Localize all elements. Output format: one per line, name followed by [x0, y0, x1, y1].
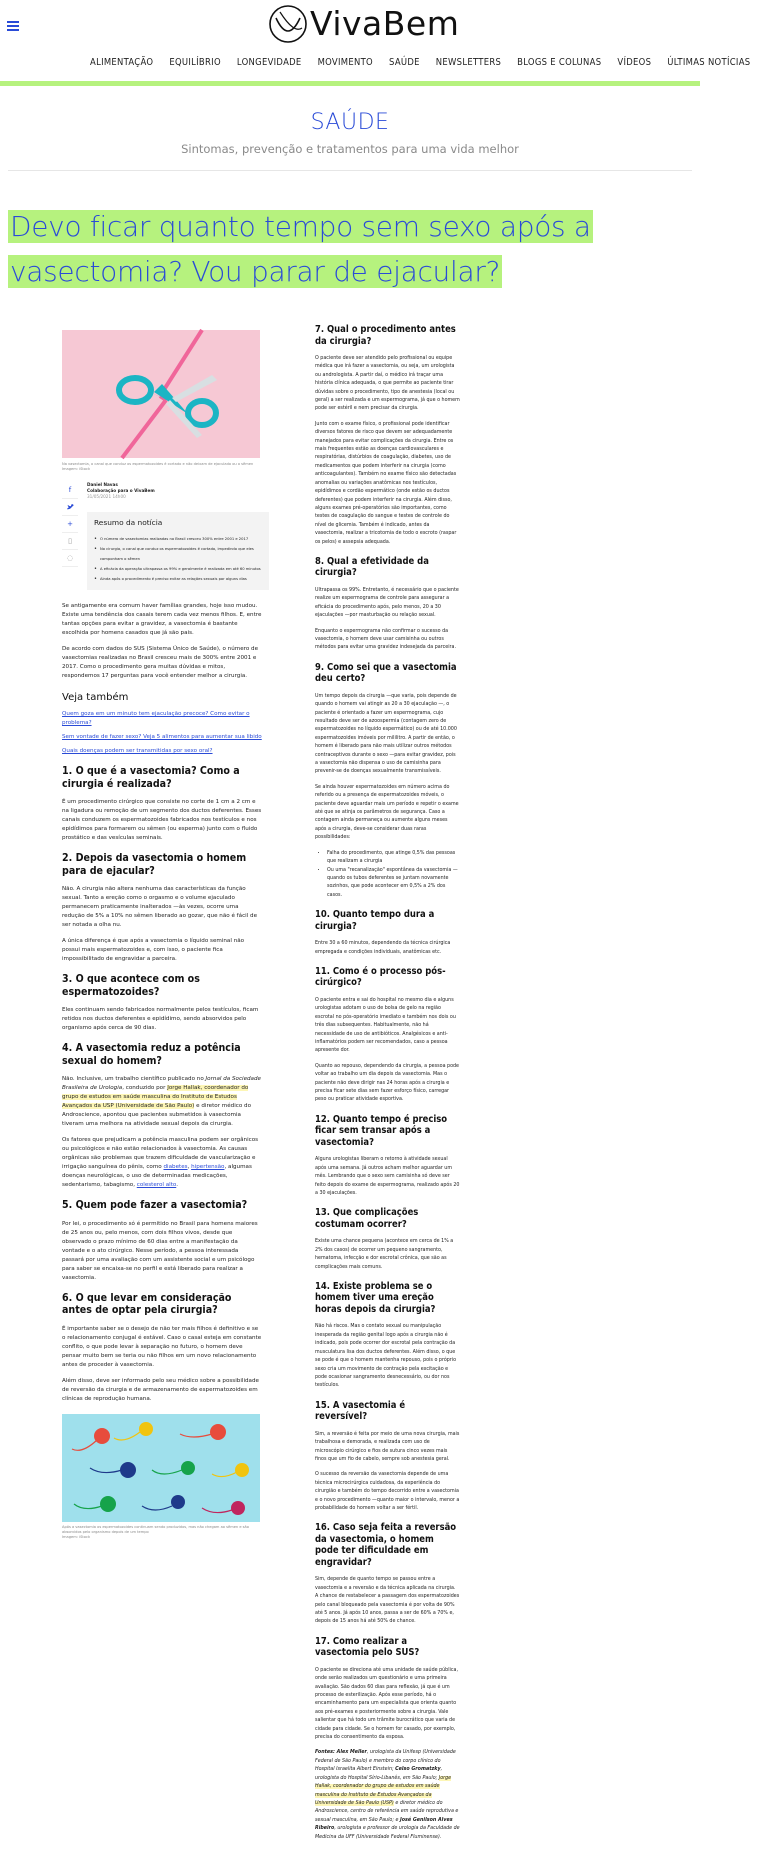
bookmark-icon[interactable]: ▯: [62, 533, 78, 550]
question-heading: 16. Caso seja feita a reversão da vasectomia, o homem pode ter dificuldade em engravidar?: [315, 1522, 457, 1568]
menu-icon[interactable]: [7, 21, 19, 33]
text: , urologista da Unifesp (Universidade Federal de São Paulo) e membro do corpo clínico do Hospital Israelita Albert Einstein;: [315, 1750, 456, 1773]
text: , urologista e professor de urologia da Faculdade de Medicina da UFF (Universidade Federal Fluminense).: [315, 1826, 460, 1840]
nav-item-ultimas[interactable]: ÚLTIMAS NOTÍCIAS: [667, 57, 751, 68]
hero-image: [62, 330, 260, 458]
question-heading: 3. O que acontece com os espermatozoides?: [62, 973, 200, 998]
text: .: [176, 1182, 179, 1188]
sources-label: Fontes:: [315, 1750, 337, 1756]
twitter-icon[interactable]: [62, 499, 78, 516]
question-heading: 4. A vasectomia reduz a potência sexual do homem?: [62, 1042, 241, 1067]
article-headline: [8, 204, 688, 294]
author-role: Colaboração para o VivaBem: [87, 488, 155, 493]
article-left-column: [62, 330, 262, 1550]
bullet-list: [315, 850, 460, 900]
source-name: Celso Gromatzky: [395, 1767, 441, 1773]
hero-caption-text: Na vasectomia, o canal que conduz os espermatozoides é cortado e não deixam de ejaculado ou o sêmen: [62, 462, 254, 466]
paragraph: Sim, depende de quanto tempo se passou entre a vasectomia e a reversão e da técnica aplicada na cirurgia. A chance de restabelecer a passagem dos espermatozoides pelo canal bloqueado pela vasectomia é por volta de 90% até 5 anos. Já após 10 anos, passa a ser de 60% a 70% e, depois de 15 anos há até 50% de chance.: [315, 1577, 460, 1625]
question-heading: 1. O que é a vasectomia? Como a cirurgia é realizada?: [62, 765, 240, 790]
paragraph: Além disso, deve ser informado pelo seu médico sobre a possibilidade de reversão da cirurgia e de armazenamento de espermatozoides em clínicas de reprodução humana.: [62, 1377, 259, 1402]
text: Não. Inclusive, um trabalho científico publicado no: [62, 1076, 206, 1082]
question-heading: 12. Quanto tempo é preciso ficar sem transar após a vasectomia?: [315, 1113, 448, 1148]
nav-item-blogs[interactable]: BLOGS E COLUNAS: [517, 57, 602, 68]
paragraph: Um tempo depois da cirurgia —que varia, pois depende de quando o homem vai atingir as 20 a 30 ejaculação —, o paciente é orientado a fazer um espermograma, cujo resultado deve ser de azoospermia (contagem zero de espermatozoides no líquido espermático) ou de até 10.000 espermatozoides imóveis por mililitro. A partir de então, o homem é liberado para não mais utilizar outros métodos contraceptivos durante o sexo —para evitar gravidez, pois a vasectomia não dispensa o uso de camisinha para prevenir-se de doenças sexualmente transmissíveis.: [315, 693, 457, 775]
article-right-column: [315, 315, 460, 1849]
paragraph: Por lei, o procedimento só é permitido no Brasil para homens maiores de 25 anos ou, pelo menos, com dois filhos vivos, desde que observado o prazo mínimo de 60 dias entre a manifestação da vontade e o ato cirúrgico. Nesse período, a pessoa interessada passará por uma avaliação com um assistente social e um psicólogo para saber se encaixa-se no perfil e está liberado para realizar a vasectomia.: [62, 1220, 258, 1281]
paragraph: [62, 1075, 262, 1129]
see-also-link[interactable]: Quais doenças podem ser transmitidas por sexo oral?: [62, 748, 213, 754]
see-also-link[interactable]: Quem goza em um minuto tem ejaculação precoce? Como evitar o problema?: [62, 711, 250, 726]
summary-item: • A eficácia da operação ultrapassa os 99% e geralmente é realizada em até 60 minutos: [100, 564, 262, 574]
sperm-balloons-illustration: [62, 1414, 260, 1522]
journal-name: Jornal da Sociedade Brasileira de Urologia: [62, 1076, 261, 1091]
site-logo[interactable]: [268, 2, 459, 46]
text: , conduzido por: [122, 1085, 168, 1091]
paragraph: Não há riscos. Mas o contato sexual ou manipulação inesperada da região genital logo após a cirurgia não é indicado, pois pode ocorrer dor escrotal pela contração da musculatura lisa dos ductos deferentes. Além disso, o que se pode é que o homem mantenha repouso, pois o próprio sexo cria um movimento de contração pela excitação e pode ocasionar sangramento desnecessário, ou dor nos testículos.: [315, 1324, 457, 1389]
source-name: José Genilson Alves Ribeiro: [315, 1817, 453, 1832]
divider: [8, 170, 692, 171]
link-diabetes[interactable]: diabetes: [163, 1164, 188, 1170]
scissors-illustration: [62, 330, 260, 458]
section-subtitle: Sintomas, prevenção e tratamentos para uma vida melhor: [181, 142, 519, 156]
author-share-row: [62, 482, 262, 590]
paragraph: Junto com o exame físico, o profissional pode identificar diversos fatores de risco que devem ser adequadamente manejados para evitar complicações da cirurgia. Entre os mais frequentes estão as doenças cardiovasculares e respiratórias, distúrbios de coagulação, diabetes, uso de medicamentos que podem interferir na cirurgia (como anticoagulantes). Também no exame físico são detectadas anomalias ou variações anatômicas nos testículos, epidídimos e cordão espermático (onde estão os ductos deferentes) que podem interferir na cirurgia. Além disso, alguns exames pré-operatórios são importantes, como testes de coagulação do sangue e testes de controle do nível de glicemia. Também é indicado, antes da vasectomia, realizar a tricotomia de todo o escroto (raspar os pelos) e assepsia adequada.: [315, 421, 457, 545]
question-heading: 9. Como sei que a vasectomia deu certo?: [315, 661, 457, 685]
author-name: Daniel Navas: [87, 482, 118, 487]
paragraph: Quanto ao repouso, dependendo da cirurgia, a pessoa pode voltar ao trabalho um dia depois da vasectomia. Mas o paciente não deve dirigir nas 24 horas após a cirurgia e precisa ficar sete dias sem fazer esforço físico, carregar peso ou praticar atividade esportiva.: [315, 1063, 460, 1103]
nav-item-videos[interactable]: VÍDEOS: [617, 57, 652, 68]
paragraph: A única diferença é que após a vasectomia o líquido seminal não possui mais espermatozoides e, com isso, o paciente fica impossibilitado de engravidar a parceira.: [62, 938, 245, 962]
text: , urologista do Hospital Sírio-Libanês, em São Paulo;: [315, 1767, 443, 1781]
paragraph: Se ainda houver espermatozoides em número acima do referido ou a presença de espermatozoides móveis, o paciente deve aguardar mais um período e repetir o exame até que se atinja os parâmetros de segurança. Caso a contagem ainda permaneça ou aumente alguns meses após a cirurgia, deve-se considerar duas raras possibilidades:: [315, 784, 459, 841]
author-block: [87, 482, 269, 500]
question-heading: 8. Qual a efetividade da cirurgia?: [315, 555, 429, 579]
balloons-image: [62, 1414, 260, 1522]
question-heading: 5. Quem pode fazer a vasectomia?: [62, 1199, 248, 1211]
source-name: Alex Meller: [336, 1750, 367, 1756]
paragraph: Sim, a reversão é feita por meio de uma nova cirurgia, mais trabalhosa e demorada, e realizada com uso de microscópio cirúrgico e fios de sutura cinco vezes mais finos que um fio de cabelo, sempre sob anestesia geral.: [315, 1431, 460, 1462]
paragraph: Eles continuam sendo fabricados normalmente pelos testículos, ficam retidos nos ductos deferentes e epidídimo, sendo absorvidos pelo organismo após cerca de 90 dias.: [62, 1007, 259, 1031]
paragraph: Se antigamente era comum haver famílias grandes, hoje isso mudou. Existe uma tendência dos casais terem cada vez menos filhos. E, entre tantas opções para evitar a gravidez, a vasectomia é bastante escolhida por homens casados que já são pais.: [62, 603, 262, 636]
question-heading: 7. Qual o procedimento antes da cirurgia?: [315, 324, 456, 347]
question-heading: 2. Depois da vasectomia o homem para de ejacular?: [62, 852, 247, 877]
paragraph: [62, 1136, 262, 1190]
section-title[interactable]: SAÚDE: [310, 110, 390, 135]
paragraph: De acordo com dados do SUS (Sistema Único de Saúde), o número de vasectomias realizadas no Brasil cresceu mais de 300% entre 2001 e 2017. Como o procedimento gera muitas dúvidas e mitos, respondemos 17 perguntas para você entender melhor a cirurgia.: [62, 646, 259, 679]
question-heading: 17. Como realizar a vasectomia pelo SUS?: [315, 1635, 420, 1659]
question-heading: 11. Como é o processo pós-cirúrgico?: [315, 965, 446, 989]
main-nav: [90, 57, 766, 68]
balloons-caption: [62, 1525, 262, 1540]
question-heading: 14. Existe problema se o homem tiver uma ereção horas depois da cirurgia?: [315, 1280, 436, 1315]
nav-item-movimento[interactable]: MOVIMENTO: [317, 57, 373, 68]
highlighted-text: Jorge Hallak, coordenador do grupo de estudos em saúde masculina do Instituto de Estudos Avançados da USP (Universidade de São Paulo): [62, 1085, 249, 1109]
nav-item-longevidade[interactable]: LONGEVIDADE: [236, 57, 302, 68]
link-hipertensao[interactable]: hipertensão: [191, 1164, 225, 1170]
link-colesterol[interactable]: colesterol alto: [136, 1182, 177, 1188]
header-accent-bar: [0, 81, 700, 86]
share-bar: [62, 482, 78, 590]
paragraph: Não. A cirurgia não altera nenhuma das características da função sexual. Tanto a ereção como o orgasmo e o volume ejaculado permanecem praticamente inalterados —às vezes, ocorre uma redução de 5% a 10% no sêmen liberado ao gozar, que não é fácil de ser notada a olha nu.: [62, 886, 258, 928]
text: ,: [187, 1164, 192, 1170]
nav-item-alimentacao[interactable]: ALIMENTAÇÃO: [90, 57, 154, 68]
see-also: [62, 693, 262, 756]
logo-wordmark: VivaBem: [310, 4, 460, 43]
paragraph: O paciente entra e sai do hospital no mesmo dia e alguns urologistas adotam o uso de bolsa de gelo na região escrotal no pós-operatório imediato e também nos dois ou três dias subsequentes. Habitualmente, não há necessidade de uso de antibióticos. Analgésicos e anti-inflamatórios podem ser recomendados, caso a pessoa apresente dor.: [315, 997, 456, 1054]
hero-credit: Imagem: iStock: [62, 467, 91, 471]
list-item: • Falha do procedimento, que atinge 0,5% das pessoas que realizam a cirurgia: [327, 850, 460, 867]
see-also-title: Veja também: [62, 692, 129, 703]
nav-item-saude[interactable]: SAÚDE: [388, 57, 420, 68]
question-heading: 13. Que complicações costumam ocorrer?: [315, 1207, 419, 1230]
summary-title: Resumo da notícia: [94, 518, 163, 527]
text: e diretor médico do Androscience, apontou que pacientes submetidos à vasectomia tiveram uma melhora na atividade sexual depois da cirurgia.: [62, 1103, 252, 1127]
author-date: 31/05/2021 14h00: [87, 494, 126, 499]
nav-item-newsletters[interactable]: NEWSLETTERS: [435, 57, 502, 68]
paragraph: O paciente deve ser atendido pelo profissional ou equipe médica que irá fazer a vasectomia, ou seja, um urologista ou andrologista. A partir daí, o médico irá traçar uma história clínica adequada, o que permite ao paciente tirar dúvidas sobre o procedimento, tipo de anestesia (local ou geral) a ser realizada e um espermograma, já que o homem pode ser estéril e nem precisar da cirurgia.: [315, 356, 460, 412]
paragraph: O sucesso da reversão da vasectomia depende de uma técnica microcirúrgica cuidadosa, da experiência do cirurgião e também do tempo decorrido entre a vasectomia e o novo procedimento —quanto maior o intervalo, menor a probabilidade do homem voltar a ser fértil.: [315, 1472, 460, 1511]
hero-caption: [62, 462, 262, 472]
question-heading: 10. Quanto tempo dura a cirurgia?: [315, 909, 435, 932]
logo-mark-icon: [268, 4, 308, 44]
balloons-caption-text: Após a vasectomia os espermatozoides continuam sendo produzidos, mas não chegam ao sêmen e são absorvidos pelo organismo depois de um tempo: [62, 1524, 249, 1534]
paragraph: Ultrapassa os 99%. Entretanto, é necessário que o paciente realize um espermograma de controle para assegurar a eficácia do procedimento após, pelo menos, 20 a 30 ejaculações —por masturbação ou relação sexual.: [315, 587, 459, 619]
question-heading: 6. O que levar em consideração antes de optar pela cirurgia?: [62, 1291, 232, 1316]
see-also-link[interactable]: Sem vontade de fazer sexo? Veja 5 alimentos para aumentar sua libido: [62, 734, 262, 740]
highlighted-text: Jorge Hallak, coordenador do grupo de estudos em saúde masculina do Instituto de Estudos Avançados da Universidade de São Paulo (USP): [315, 1775, 452, 1806]
paragraph: É um procedimento cirúrgico que consiste no corte de 1 cm a 2 cm e na ligadura ou remoção de um segmento dos ductos deferentes. Esses canais conduzem os espermatozoides fabricados nos testículos e nos epidídimos para formarem ou sêmen (ou esperma) junto com o fluido prostático e das vesículas seminais.: [62, 799, 262, 841]
sources: [315, 1749, 460, 1841]
summary-item: • Ainda após o procedimento é preciso evitar as relações sexuais por alguns dias: [100, 574, 262, 584]
comment-icon[interactable]: ◌: [62, 550, 78, 567]
balloons-credit: Imagem: iStock: [62, 1534, 91, 1539]
summary-box: [87, 512, 269, 590]
list-item: • Ou uma "recanalização" espontânea da vasectomia —quando os tubos deferentes se juntam novamente sozinhos, que pode acontecer em 0,5% a 2% dos casos.: [327, 867, 460, 901]
paragraph: O paciente se direciona até uma unidade de saúde pública, onde serão realizados um questionário e uma primeira avaliação. São dados 60 dias para reflexão, já que é um processo de esterilização. Após esse período, há o encaminhamento para um especialista que orienta quanto aos pré-exames e posteriormente sobre a cirurgia. Vale salientar que há todo um trâmite burocrático que varia de cidade para cidade. Se o homem for casado, por exemplo, precisa do consentimento da esposa.: [315, 1667, 458, 1741]
paragraph: Alguns urologistas liberam o retorno à atividade sexual após uma semana. Já outros acham melhor aguardar um mês. Lembrando que o sexo sem camisinha só deve ser feito depois do exame de espermograma, realizado após 20 a 30 ejaculações.: [315, 1157, 460, 1196]
text: e diretor médico do Androscience, centro de referência em saúde reprodutiva e sexual masculina, em São Paulo; e: [315, 1800, 459, 1823]
summary-item: • O número de vasectomias realizadas no Brasil cresceu 300% entre 2001 e 2017: [100, 534, 262, 544]
paragraph: É importante saber se o desejo de não ter mais filhos é definitivo e se o relacionamento conjugal é estável. Caso o casal esteja em constante conflito, o que pode levar à separação no futuro, o homem deve pensar muito bem se teria ou não filhos em um novo relacionamento antes de proceder à vasectomia.: [62, 1325, 262, 1368]
text: , algumas doenças neurológicas, o uso de determinadas medicações, sedentarismo, tabagismo,: [62, 1164, 252, 1188]
plus-icon[interactable]: +: [62, 516, 78, 533]
summary-item: • No cirurgia, o canal que conduz os espermatozoides é cortado, impedindo que eles componham o sêmen: [100, 544, 262, 564]
paragraph: Existe uma chance pequena (acontece em cerca de 1% a 2% dos casos) de ocorrer um pequeno sangramento, hematoma, infecção e dor escrotal crônica, que são as complicações mais comuns.: [315, 1239, 454, 1270]
headline-text: Devo ficar quanto tempo sem sexo após a vasectomia? Vou parar de ejacular?: [10, 210, 591, 288]
question-heading: 15. A vasectomia é reversível?: [315, 1399, 406, 1423]
nav-item-equilibrio[interactable]: EQUILÍBRIO: [169, 57, 221, 68]
paragraph: Enquanto o espermograma não confirmar o sucesso da vasectomia, o homem deve usar camisinha ou outros métodos para evitar uma gravidez indesejada da parceira.: [315, 628, 456, 651]
text: Os fatores que prejudicam a potência masculina podem ser orgânicos ou psicológicos e não estão relacionados à vasectomia. As causas orgânicas são problemas que trazem dificuldade de vascularização e irrigação sanguínea do pênis, como: [62, 1137, 259, 1170]
facebook-icon[interactable]: f: [62, 482, 78, 499]
paragraph: Entre 30 a 60 minutos, dependendo da técnica cirúrgica empregada e condições individuais, anatômicas etc.: [315, 941, 451, 955]
